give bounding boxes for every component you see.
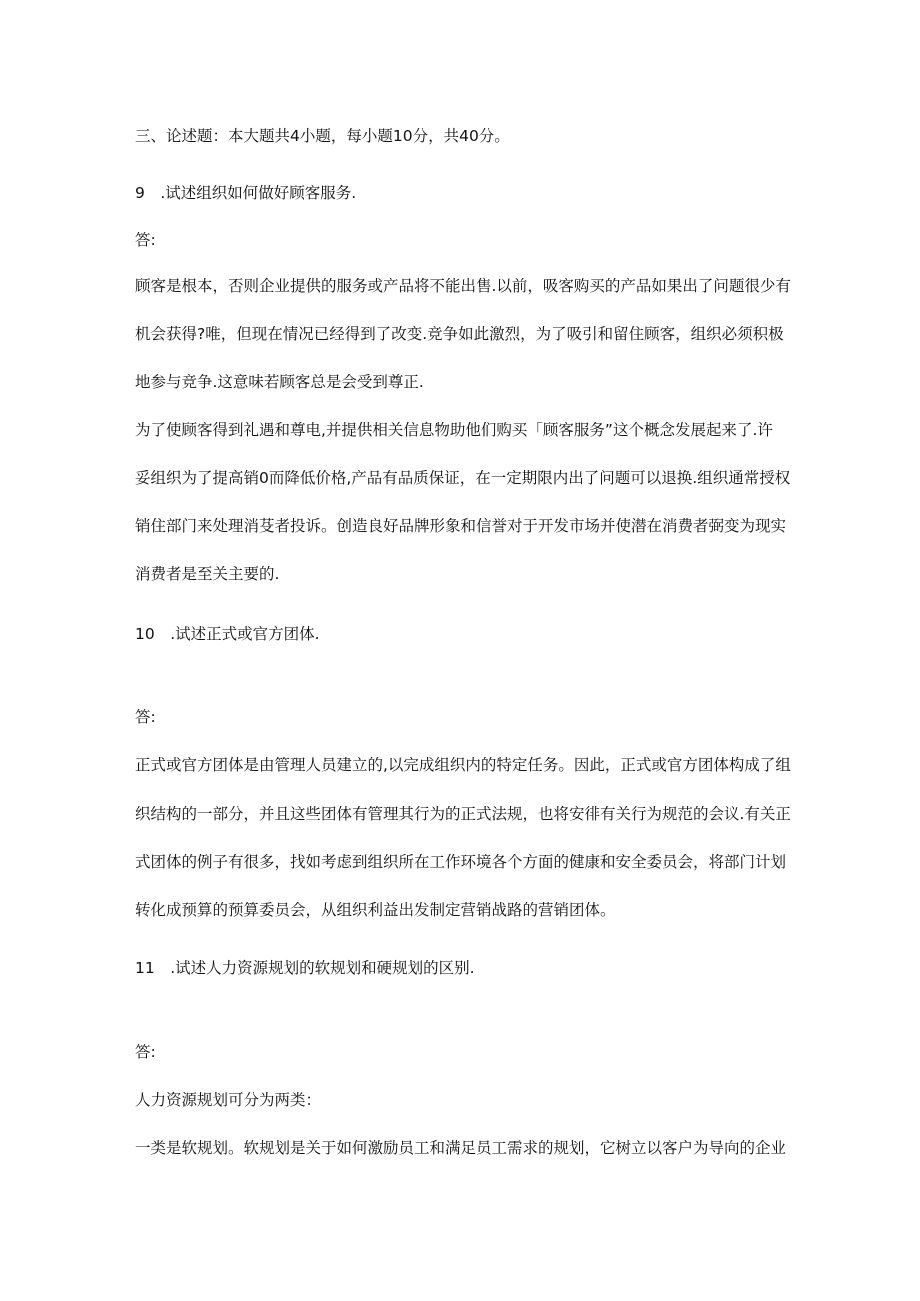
question-9-answer-label: 答: [135,231,156,249]
answer-line: 人力资源规划可分为两类： [135,1091,322,1109]
answer-line: 顾客是根本，否则企业提供的服务或产品将不能出售.以前，吸客购买的产品如果出了问题很少有 [135,277,791,295]
question-10-answer-label: 答: [135,708,156,726]
answer-line: 为了使顾客得到礼遇和尊电,并提供相关信息物助他们购买「顾客服务”这个概念发展起来了.许 [135,421,773,439]
answer-line: 正式或官方团体是由管理人员建立的,以完成组织内的特定任务。因此，正式或官方团体构成了组 [135,756,791,774]
question-10-title: 10 .试述正式或官方团体. [135,625,320,643]
question-11-title: 11 .试述人力资源规划的软规划和硬规划的区别. [135,959,475,977]
answer-line: 一类是软规划。软规划是关于如何激励员工和满足员工需求的规划，它树立以客户为导向的企业 [135,1139,787,1157]
answer-line: 妥组织为了提高销0而降低价格,产品有品质保证，在一定期限内出了问题可以退换.组织通常授权 [135,469,791,487]
answer-line: 机会获得?唯，但现在情况已经得到了改变.竞争如此激烈，为了吸引和留住顾客，组织必须积极 [135,325,784,343]
answer-line: 式团体的例子有很多，找如考虑到组织所在工作环境各个方面的健康和安全委员会，将部门计划 [135,853,787,871]
question-9-title: 9 .试述组织如何做好顾客服务. [135,184,357,202]
answer-line: 织结构的一部分，并且这些团体有管理其行为的正式法规，也将安徘有关行为规范的会议.有关正 [135,805,791,823]
answer-line: 转化成预算的预算委员会，从组织利益出发制定营销战路的营销团体。 [135,901,616,919]
section-heading: 三、论述题：本大题共4小题，每小题10分，共40分。 [135,127,510,145]
answer-line: 销住部门来处理消芟者投诉。创造良好品牌形象和信誉对于开发市场并使潜在消费者弼变为现实 [135,517,787,535]
question-11-answer-label: 答: [135,1043,156,1061]
answer-line: 消费者是至关主要的. [135,565,280,583]
answer-line: 地参与竞争.这意味若顾客总是会受到尊正. [135,373,424,391]
